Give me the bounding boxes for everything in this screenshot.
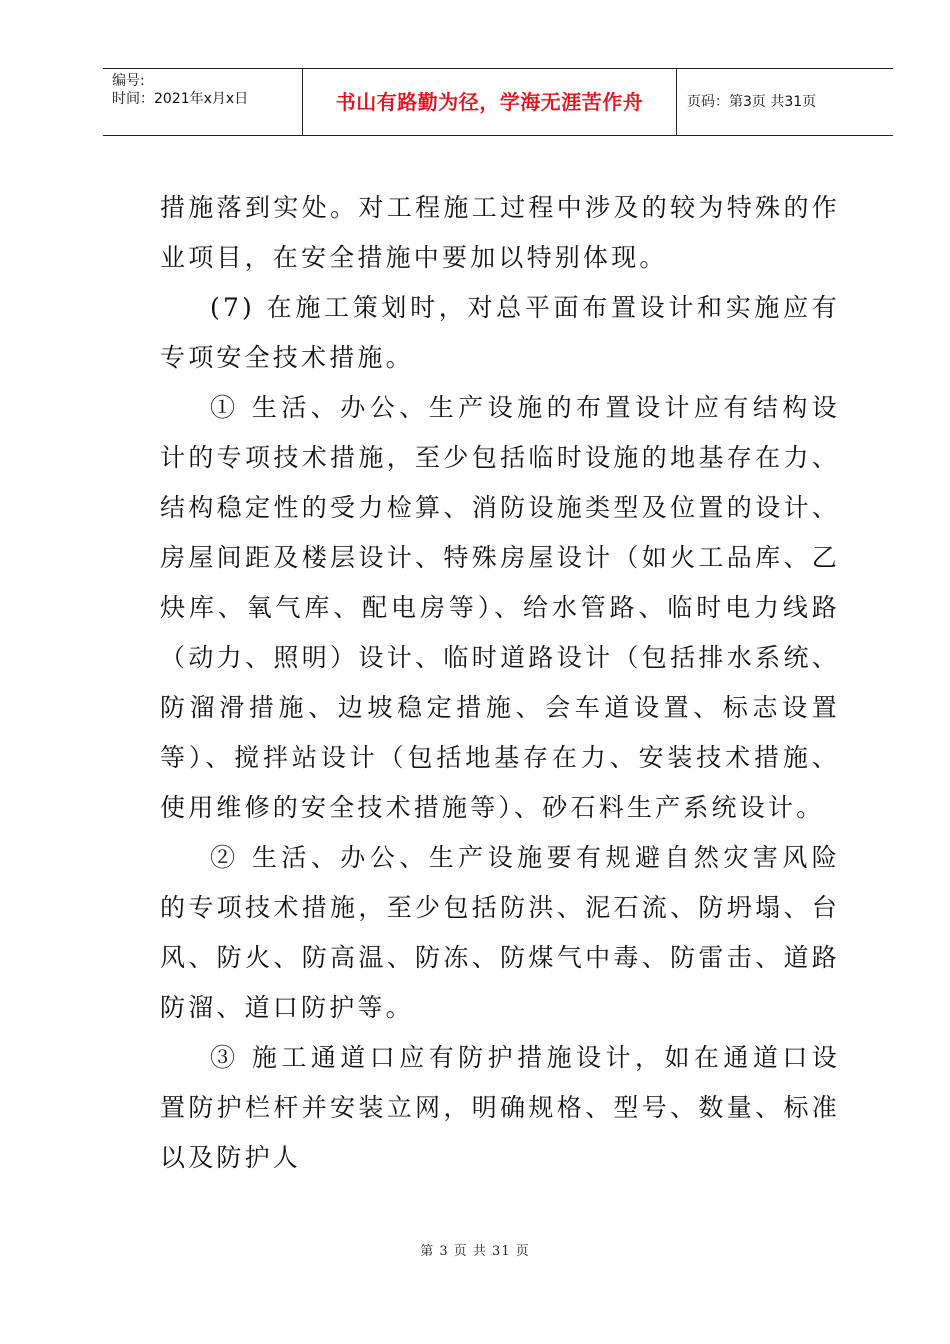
- number-label: 编号:: [112, 73, 145, 89]
- paragraph: ② 生活、办公、生产设施要有规避自然灾害风险的专项技术措施，至少包括防洪、泥石流、防坍塌、台风、防火、防高温、防冻、防煤气中毒、防雷击、道路防溜、道口防护等。: [160, 843, 840, 1022]
- page-header: [103, 68, 893, 136]
- page-footer: 第 3 页 共 31 页: [420, 1244, 530, 1259]
- header-motto: 书山有路勤为径，学海无涯苦作舟: [303, 69, 677, 135]
- document-body: [160, 183, 840, 1183]
- time-label: 时间：2021年x月x日: [112, 91, 249, 107]
- header-meta: [103, 69, 303, 135]
- paragraph: ③ 施工通道口应有防护措施设计，如在通道口设置防护栏杆并安装立网，明确规格、型号、数量、标准以及防护人: [160, 1043, 840, 1172]
- paragraph: 措施落到实处。对工程施工过程中涉及的较为特殊的作业项目，在安全措施中要加以特别体现。: [160, 193, 840, 272]
- paragraph: ① 生活、办公、生产设施的布置设计应有结构设计的专项技术措施，至少包括临时设施的地基存在力、结构稳定性的受力检算、消防设施类型及位置的设计、房屋间距及楼层设计、特殊房屋设计（如火工品库、乙炔库、氧气库、配电房等）、给水管路、临时电力线路（动力、照明）设计、临时道路设计（包括排水系统、防溜滑措施、边坡稳定措施、会车道设置、标志设置等）、搅拌站设计（包括地基存在力、安装技术措施、使用维修的安全技术措施等）、砂石料生产系统设计。: [160, 393, 840, 822]
- header-page-info: 页码：第3页 共31页: [687, 94, 817, 110]
- paragraph: (7) 在施工策划时，对总平面布置设计和实施应有专项安全技术措施。: [160, 293, 840, 372]
